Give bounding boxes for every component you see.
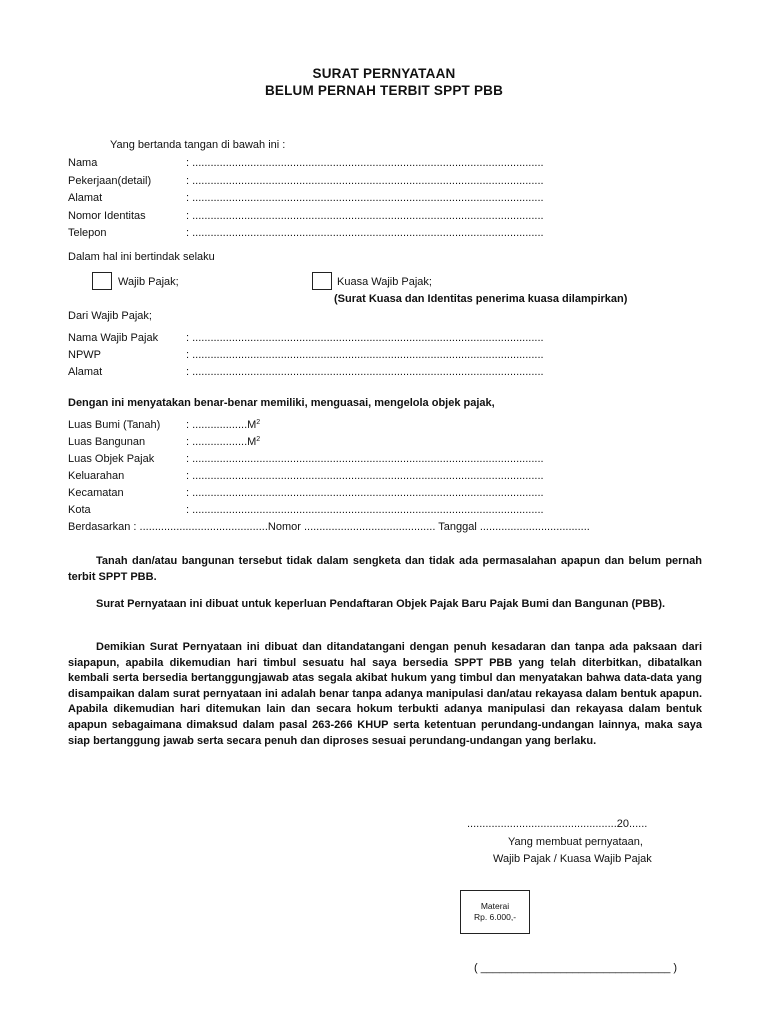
document-subtitle: BELUM PERNAH TERBIT SPPT PBB bbox=[264, 83, 504, 98]
signature-date-line[interactable]: .................................................20...... bbox=[467, 818, 648, 830]
field-nama-wajib-pajak-dots[interactable]: : ................................................................................................................... bbox=[186, 332, 544, 344]
field-label-pekerjaan: Pekerjaan(detail) bbox=[68, 175, 152, 187]
field-telepon-dots[interactable]: : ................................................................................................................... bbox=[186, 227, 544, 239]
signature-maker: Yang membuat pernyataan, bbox=[508, 836, 643, 848]
field-label-luas-bumi: Luas Bumi (Tanah) bbox=[68, 419, 161, 431]
kuasa-note: (Surat Kuasa dan Identitas penerima kuasa dilampirkan) bbox=[334, 293, 628, 305]
field-nomor-identitas-dots[interactable]: : ................................................................................................................... bbox=[186, 210, 544, 222]
field-label-telepon: Telepon bbox=[68, 227, 107, 239]
signature-role: Wajib Pajak / Kuasa Wajib Pajak bbox=[493, 853, 652, 865]
stamp-value: Rp. 6.000,- bbox=[473, 912, 517, 922]
taxpayer-intro: Dari Wajib Pajak; bbox=[68, 310, 152, 322]
field-npwp-dots[interactable]: : ................................................................................................................... bbox=[186, 349, 544, 361]
kuasa-wajib-pajak-label: Kuasa Wajib Pajak; bbox=[337, 276, 432, 288]
kuasa-wajib-pajak-checkbox[interactable] bbox=[312, 272, 332, 290]
intro-text: Yang bertanda tangan di bawah ini : bbox=[110, 139, 286, 151]
field-kecamatan-dots[interactable]: : ................................................................................................................... bbox=[186, 487, 544, 499]
object-heading: Dengan ini menyatakan benar-benar memiliki, menguasai, mengelola objek pajak, bbox=[68, 397, 495, 409]
field-luas-bangunan-dots[interactable]: : $..................M^2$ bbox=[186, 436, 261, 448]
paragraph-1: Tanah dan/atau bangunan tersebut tidak dalam sengketa dan tidak ada permasalahan apapun dan belum pernah terbit SPPT PBB. bbox=[68, 555, 702, 583]
document-title: SURAT PERNYATAAN bbox=[312, 66, 456, 81]
field-kelurahan-dots[interactable]: : ................................................................................................................... bbox=[186, 470, 544, 482]
signature-name-line[interactable]: ( _______________________________ ) bbox=[474, 962, 678, 974]
field-label-kelurahan: Keluarahan bbox=[68, 470, 125, 482]
field-nama-dots[interactable]: : ................................................................................................................... bbox=[186, 157, 544, 169]
field-label-nomor-identitas: Nomor Identitas bbox=[68, 210, 146, 222]
field-pekerjaan-dots[interactable]: : ................................................................................................................... bbox=[186, 175, 544, 187]
field-label-luas-objek: Luas Objek Pajak bbox=[68, 453, 155, 465]
field-label-alamat-wp: Alamat bbox=[68, 366, 103, 378]
paragraph-2: Surat Pernyataan ini dibuat untuk keperluan Pendaftaran Objek Pajak Baru Pajak Bumi dan Bangunan (PBB). bbox=[96, 598, 666, 610]
field-label-nama: Nama bbox=[68, 157, 98, 169]
field-label-kecamatan: Kecamatan bbox=[68, 487, 124, 499]
field-label-npwp: NPWP bbox=[68, 349, 101, 361]
field-luas-objek-dots[interactable]: : ................................................................................................................... bbox=[186, 453, 544, 465]
field-label-luas-bangunan: Luas Bangunan bbox=[68, 436, 146, 448]
field-label-kota: Kota bbox=[68, 504, 91, 516]
capacity-intro: Dalam hal ini bertindak selaku bbox=[68, 251, 215, 263]
wajib-pajak-label: Wajib Pajak; bbox=[118, 276, 179, 288]
wajib-pajak-checkbox[interactable] bbox=[92, 272, 112, 290]
basis-line[interactable]: Berdasarkan : ..........................................Nomor ........................................... Tanggal .................................... bbox=[68, 521, 590, 533]
stamp-label: Materai bbox=[480, 901, 510, 911]
field-luas-bumi-dots[interactable]: : $..................M^2$ bbox=[186, 419, 261, 431]
field-alamat-dots[interactable]: : ................................................................................................................... bbox=[186, 192, 544, 204]
field-kota-dots[interactable]: : ................................................................................................................... bbox=[186, 504, 544, 516]
field-alamat-wp-dots[interactable]: : ................................................................................................................... bbox=[186, 366, 544, 378]
paragraph-3: Demikian Surat Pernyataan ini dibuat dan ditandatangani dengan penuh kesadaran dan tanpa ada paksaan dari siapapun, apabila dikemudian hari timbul sesuatu hal saya bersedia SPPT PBB yang telah diterbitkan, dibatalkan kembali serta bersedia bertanggungjawab atas segala akibat hukum yang timbul dan menyatakan bahwa data-data yang disampaikan dalam surat pernyataan ini adalah benar tanpa adanya manipulasi dan/atau rekayasa dalam bentuk apapun. Apabila dikemudian hari ditemukan lain dan secara hokum terbukti adanya manipulasi dan rekayasa dalam bentuk apapun sebagaimana dimaksud dalam pasal 263-266 KHUP serta ketentuan perundang-undangan lainnya, maka saya siap bertanggung jawab serta secara penuh dan diproses sesuai perundang-undangan yang berlaku. bbox=[68, 641, 702, 747]
materai-stamp-box bbox=[460, 890, 530, 934]
field-label-alamat: Alamat bbox=[68, 192, 103, 204]
field-label-nama-wajib-pajak: Nama Wajib Pajak bbox=[68, 332, 159, 344]
